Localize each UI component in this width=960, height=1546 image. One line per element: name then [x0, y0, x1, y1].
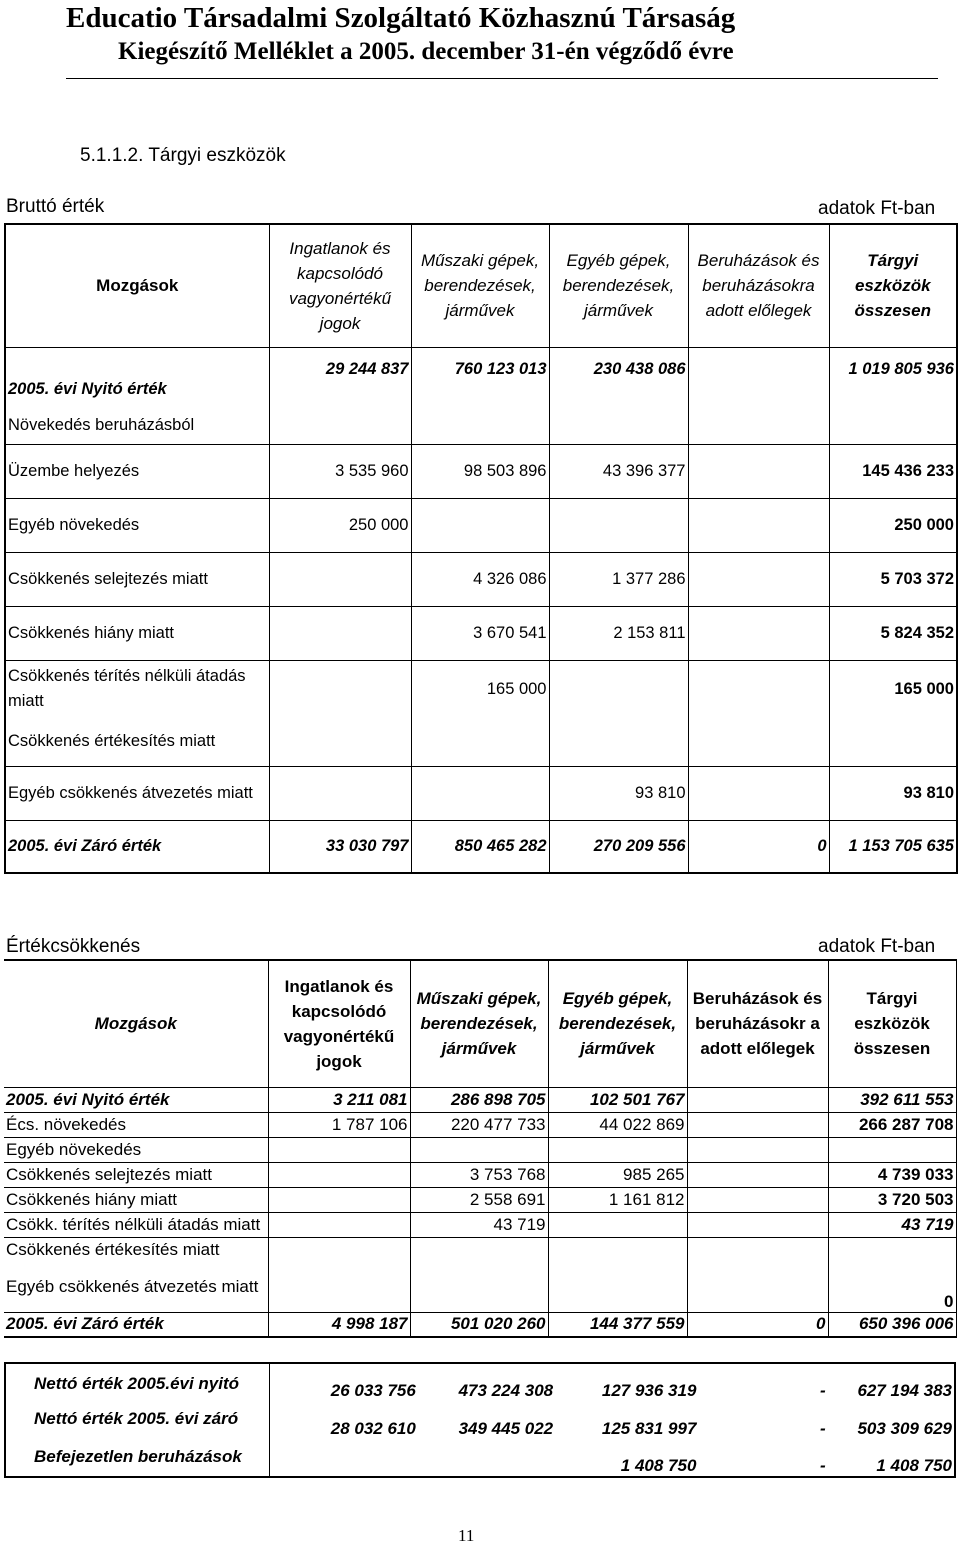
brutto-unit: adatok Ft-ban	[818, 198, 936, 219]
cell: 985 265	[548, 1162, 687, 1187]
col-header: Beruházások és beruházásokra adott előlegek	[688, 224, 829, 347]
section-title: 5.1.1.2. Tárgyi eszközök	[80, 145, 286, 166]
cell: 5 703 372	[829, 552, 957, 606]
cell	[268, 1237, 410, 1262]
row-label: Csökkenés hiány miatt	[4, 1187, 268, 1212]
col-header: Mozgások	[4, 960, 268, 1087]
company-title: Educatio Társadalmi Szolgáltató Közhasznú Társaság	[66, 2, 736, 34]
cell: 503 309 629	[857, 1419, 952, 1438]
cell: 93 810	[829, 766, 957, 820]
table-row	[4, 1087, 956, 1112]
document-subtitle: Kiegészítő Melléklet a 2005. december 31-én végződő évre	[118, 38, 734, 65]
cell	[269, 660, 411, 718]
cell	[687, 1237, 828, 1262]
cell: -	[820, 1456, 826, 1475]
table-row	[5, 552, 957, 606]
cell: -	[820, 1381, 826, 1400]
row-label: Egyéb csökkenés átvezetés miatt	[5, 766, 269, 820]
netto-table	[4, 1362, 956, 1478]
cell	[828, 1237, 956, 1262]
cell	[687, 1212, 828, 1237]
cell	[687, 1262, 828, 1312]
cell: 1 787 106	[268, 1112, 410, 1137]
cell	[269, 407, 411, 444]
col-header: Beruházások és beruházásokr a adott előlegek	[687, 960, 828, 1087]
cell	[688, 552, 829, 606]
cell	[688, 660, 829, 718]
cell: 286 898 705	[410, 1087, 548, 1112]
cell: 250 000	[269, 498, 411, 552]
cell: 349 445 022	[458, 1419, 554, 1438]
row-label: 2005. évi Záró érték	[4, 1312, 268, 1337]
cell: 0	[688, 820, 829, 873]
brutto-caption: Bruttó érték	[6, 196, 105, 217]
cell	[688, 347, 829, 407]
cell: 43 396 377	[549, 444, 688, 498]
cell: 3 670 541	[411, 606, 549, 660]
cell	[548, 1137, 687, 1162]
table-row	[5, 718, 957, 766]
table-row	[5, 1439, 955, 1477]
cell: 3 753 768	[410, 1162, 548, 1187]
cell: 98 503 896	[411, 444, 549, 498]
cell	[410, 1137, 548, 1162]
table-row	[5, 407, 957, 444]
col-header: Ingatlanok és kapcsolódó vagyonértékű jogok	[269, 224, 411, 347]
row-label: Csökkenés értékesítés miatt	[4, 1237, 268, 1262]
table-header-row	[4, 960, 956, 1087]
cell	[411, 766, 549, 820]
col-header: Műszaki gépek, berendezések, járművek	[411, 224, 549, 347]
cell	[411, 407, 549, 444]
table-row	[4, 1262, 956, 1312]
table-row	[4, 1112, 956, 1137]
cell: 4 998 187	[268, 1312, 410, 1337]
cell	[549, 407, 688, 444]
cell	[548, 1237, 687, 1262]
cell	[268, 1137, 410, 1162]
cell: 627 194 383	[857, 1381, 952, 1400]
cell: 102 501 767	[548, 1087, 687, 1112]
table-row	[5, 1363, 955, 1401]
cell: 266 287 708	[828, 1112, 956, 1137]
cell: 250 000	[829, 498, 957, 552]
cell: 33 030 797	[269, 820, 411, 873]
cell	[548, 1262, 687, 1312]
cell: 4 739 033	[828, 1162, 956, 1187]
table-row	[5, 660, 957, 718]
cell	[410, 1262, 548, 1312]
cell	[269, 552, 411, 606]
header-rule	[66, 78, 938, 79]
cell: 230 438 086	[549, 347, 688, 407]
table-row	[4, 1237, 956, 1262]
row-label: Egyéb növekedés	[5, 498, 269, 552]
cell: 392 611 553	[828, 1087, 956, 1112]
cell	[688, 718, 829, 766]
row-label: Üzembe helyezés	[5, 444, 269, 498]
table-row	[5, 606, 957, 660]
table-row	[5, 1401, 955, 1439]
ertekcsokkenes-table	[4, 959, 957, 1338]
cell: -	[820, 1419, 826, 1438]
col-header: Műszaki gépek, berendezések, járművek	[410, 960, 548, 1087]
cell: 93 810	[549, 766, 688, 820]
col-header: Mozgások	[5, 224, 269, 347]
row-label: Egyéb növekedés	[4, 1137, 268, 1162]
cell: 1 408 750	[876, 1456, 952, 1475]
row-label: Csökkenés selejtezés miatt	[4, 1162, 268, 1187]
cell	[418, 1439, 555, 1477]
cell: 1 377 286	[549, 552, 688, 606]
cell	[411, 498, 549, 552]
cell: 28 032 610	[270, 1401, 418, 1439]
row-label: Befejezetlen beruházások	[34, 1447, 242, 1466]
cell	[687, 1137, 828, 1162]
col-header: Tárgyi eszközök összesen	[828, 960, 956, 1087]
col-header: Egyéb gépek, berendezések, járművek	[548, 960, 687, 1087]
table-header-row	[5, 224, 957, 347]
row-label: Növekedés beruházásból	[5, 407, 269, 444]
cell: 650 396 006	[828, 1312, 956, 1337]
cell	[687, 1112, 828, 1137]
cell: 1 408 750	[620, 1456, 697, 1475]
table-row	[4, 1212, 956, 1237]
cell: 0	[687, 1312, 828, 1337]
cell	[688, 498, 829, 552]
cell	[549, 718, 688, 766]
cell: 44 022 869	[548, 1112, 687, 1137]
cell	[687, 1162, 828, 1187]
cell	[688, 444, 829, 498]
row-label: Nettó érték 2005. évi záró	[34, 1409, 239, 1428]
cell	[268, 1262, 410, 1312]
row-label: Csökkenés térítés nélküli átadás miatt	[5, 660, 269, 718]
page-number: 11	[458, 1526, 475, 1545]
cell: 220 477 733	[410, 1112, 548, 1137]
cell: 127 936 319	[601, 1381, 697, 1400]
cell	[829, 407, 957, 444]
cell: 29 244 837	[269, 347, 411, 407]
table-row	[4, 1162, 956, 1187]
cell	[549, 498, 688, 552]
table-row	[4, 1187, 956, 1212]
col-header: Tárgyi eszközök összesen	[829, 224, 957, 347]
row-label: Csökkenés selejtezés miatt	[5, 552, 269, 606]
cell	[268, 1212, 410, 1237]
row-label: Csökk. térítés nélküli átadás miatt	[4, 1212, 268, 1237]
cell: 145 436 233	[829, 444, 957, 498]
cell: 4 326 086	[411, 552, 549, 606]
cell	[688, 407, 829, 444]
cell: 3 211 081	[268, 1087, 410, 1112]
cell: 270 209 556	[549, 820, 688, 873]
cell: 125 831 997	[601, 1419, 697, 1438]
cell	[688, 606, 829, 660]
row-label: Csökkenés értékesítés miatt	[5, 718, 269, 766]
cell: 1 153 705 635	[829, 820, 957, 873]
table-row	[5, 766, 957, 820]
cell: 3 720 503	[828, 1187, 956, 1212]
cell: 1 019 805 936	[829, 347, 957, 407]
row-label: 2005. évi Nyitó érték	[5, 347, 269, 407]
cell	[269, 606, 411, 660]
cell: 0	[828, 1262, 956, 1312]
cell	[410, 1237, 548, 1262]
cell: 850 465 282	[411, 820, 549, 873]
row-label: Csökkenés hiány miatt	[5, 606, 269, 660]
cell: 165 000	[411, 660, 549, 718]
table-row	[5, 498, 957, 552]
ecs-unit: adatok Ft-ban	[818, 936, 936, 957]
cell: 144 377 559	[548, 1312, 687, 1337]
ecs-caption: Értékcsökkenés	[6, 936, 141, 957]
cell: 43 719	[828, 1212, 956, 1237]
row-label: Écs. növekedés	[4, 1112, 268, 1137]
cell	[269, 718, 411, 766]
table-row	[5, 820, 957, 873]
cell: 501 020 260	[410, 1312, 548, 1337]
table-row	[4, 1137, 956, 1162]
cell: 473 224 308	[458, 1381, 554, 1400]
row-label: 2005. évi Záró érték	[5, 820, 269, 873]
cell: 5 824 352	[829, 606, 957, 660]
cell	[687, 1187, 828, 1212]
cell	[268, 1187, 410, 1212]
cell	[688, 766, 829, 820]
row-label: 2005. évi Nyitó érték	[4, 1087, 268, 1112]
row-label: Egyéb csökkenés átvezetés miatt	[4, 1262, 268, 1312]
cell: 26 033 756	[270, 1363, 418, 1401]
cell	[829, 718, 957, 766]
col-header: Egyéb gépek, berendezések, járművek	[549, 224, 688, 347]
cell: 1 161 812	[548, 1187, 687, 1212]
table-row	[5, 347, 957, 407]
cell	[687, 1087, 828, 1112]
cell: 3 535 960	[269, 444, 411, 498]
table-row	[4, 1312, 956, 1337]
cell: 165 000	[829, 660, 957, 718]
cell	[268, 1162, 410, 1187]
cell: 43 719	[410, 1212, 548, 1237]
cell: 2 153 811	[549, 606, 688, 660]
cell	[269, 766, 411, 820]
cell: 760 123 013	[411, 347, 549, 407]
cell	[411, 718, 549, 766]
cell	[270, 1439, 418, 1477]
cell	[828, 1137, 956, 1162]
table-row	[5, 444, 957, 498]
cell	[549, 660, 688, 718]
brutto-table	[4, 223, 958, 874]
row-label: Nettó érték 2005.évi nyitó	[34, 1374, 240, 1393]
col-header: Ingatlanok és kapcsolódó vagyonértékű jogok	[268, 960, 410, 1087]
cell	[548, 1212, 687, 1237]
cell: 2 558 691	[410, 1187, 548, 1212]
